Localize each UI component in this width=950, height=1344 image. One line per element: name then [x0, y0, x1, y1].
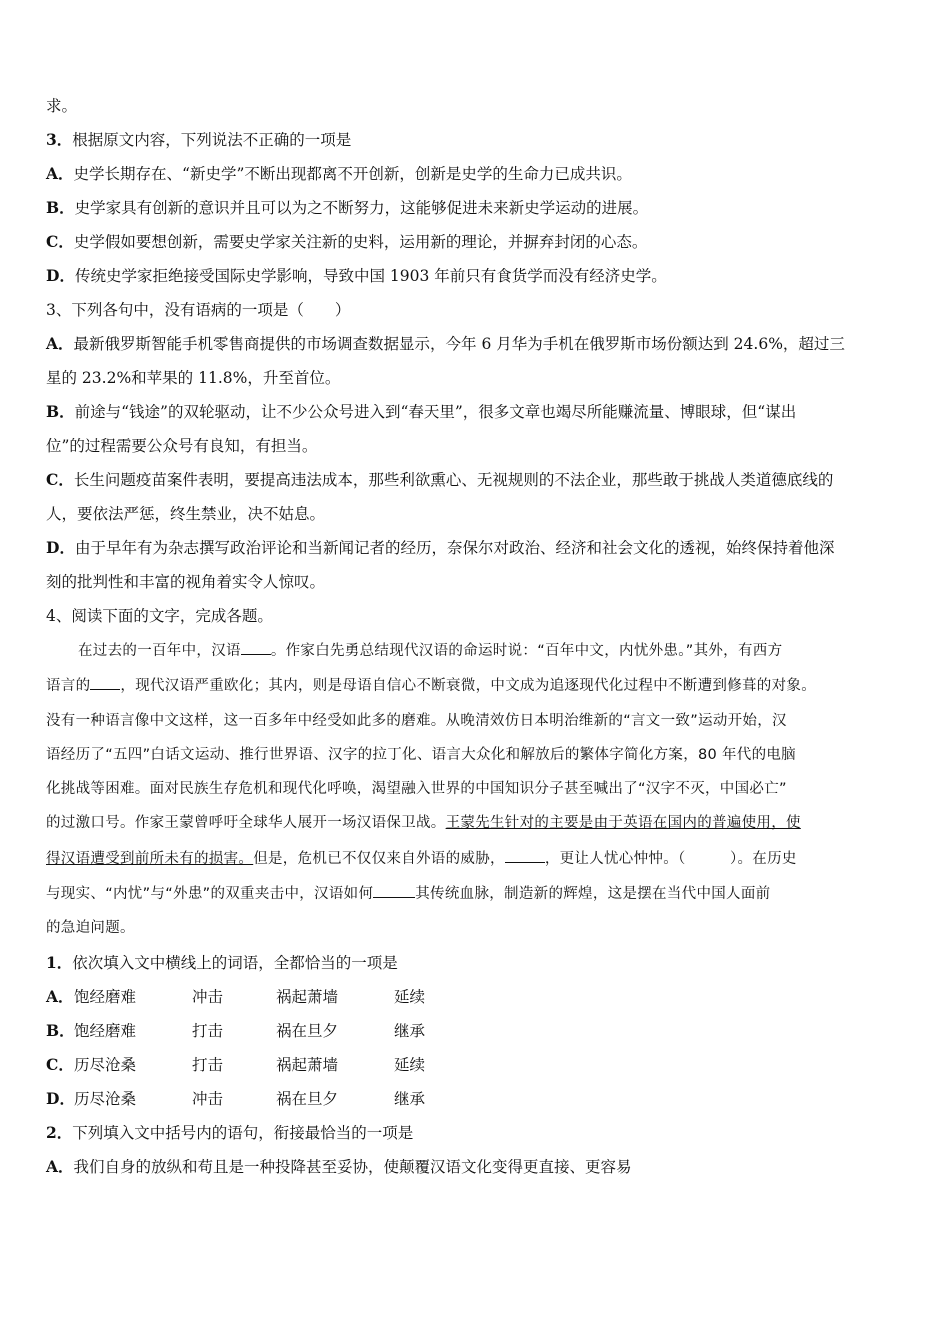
- fill-blank[interactable]: [241, 640, 271, 655]
- underlined-sentence: 王蒙先生针对的主要是由于英语在国内的普遍使用，使: [445, 815, 801, 832]
- passage-line: 化挑战等困难。面对民族生存危机和现代化呼唤，渴望融入世界的中国知识分子甚至喊出了“汉字不灭，中国必亡”: [46, 781, 787, 798]
- section-4-title: 4、阅读下面的文字，完成各题。: [46, 607, 273, 625]
- option-c: C． 历尽沧桑 打击 祸起萧墙 延续: [46, 1054, 426, 1074]
- passage-line: 语言的 ，现代汉语严重欧化；其内，则是母语自信心不断衰微，中文成为追逐现代化过程中不断遭到修葺的对象。: [46, 675, 908, 696]
- underlined-sentence: 得汉语遭受到前所未有的损害。: [46, 850, 254, 867]
- passage-line: 的急迫问题。: [46, 920, 135, 937]
- option-c-line2: 人，要依法严惩，终生禁业，决不姑息。: [46, 505, 326, 523]
- passage-line: 与现实、“内忧”与“外患”的双重夹击中，汉语如何 其传统血脉，制造新的辉煌，这是摆在当代中国人面前: [46, 883, 908, 904]
- fill-blank[interactable]: [90, 675, 120, 690]
- fill-blank[interactable]: [373, 883, 415, 898]
- text-line: 求。: [46, 97, 78, 115]
- fill-blank[interactable]: [505, 848, 545, 863]
- passage-line: 没有一种语言像中文这样，这一百多年中经受如此多的磨难。从晚清效仿日本明治维新的“言文一致”运动开始，汉: [46, 712, 787, 729]
- option-a: A． 饱经磨难 冲击 祸起萧墙 延续: [46, 986, 426, 1006]
- option-b: B． 饱经磨难 打击 祸在旦夕 继承: [46, 1020, 426, 1040]
- passage-line: 语经历了“五四”白话文运动、推行世界语、汉字的拉丁化、语言大众化和解放后的繁体字简化方案，80 年代的电脑: [46, 746, 796, 763]
- option-c: C．史学假如要想创新，需要史学家关注新的史料，运用新的理论，并摒弃封闭的心态。: [46, 232, 648, 251]
- option-c-line1: C．长生问题疫苗案件表明，要提高违法成本，那些利欲熏心、无视规则的不法企业，那些敢于挑战人类道德底线的: [46, 470, 834, 489]
- option-a: A．我们自身的放纵和苟且是一种投降甚至妥协，使颠覆汉语文化变得更直接、更容易: [46, 1156, 632, 1176]
- option-b-line2: 位”的过程需要公众号有良知，有担当。: [46, 437, 318, 455]
- option-a-line2: 星的 23.2%和苹果的 11.8%，升至首位。: [46, 369, 341, 387]
- document-page: [46, 96, 908, 1191]
- question-1-stem: 1．依次填入文中横线上的词语，全都恰当的一项是: [46, 952, 398, 972]
- option-d: D． 历尽沧桑 冲击 祸在旦夕 继承: [46, 1088, 426, 1108]
- question-3-stem: 3．根据原文内容，下列说法不正确的一项是: [46, 130, 352, 149]
- passage-line: 的过激口号。作家王蒙曾呼吁全球华人展开一场汉语保卫战。王蒙先生针对的主要是由于英语在国内的普遍使用，使: [46, 815, 801, 832]
- option-a: A．史学长期存在、“新史学”不断出现都离不开创新，创新是史学的生命力已成共识。: [46, 164, 632, 183]
- option-b-line1: B．前途与“钱途”的双轮驱动，让不少公众号进入到“春天里”，很多文章也竭尽所能赚流量、博眼球，但“谋出: [46, 402, 797, 421]
- option-d-line1: D．由于早年有为杂志撰写政治评论和当新闻记者的经历，奈保尔对政治、经济和社会文化的透视，始终保持着他深: [46, 538, 835, 557]
- option-d: D．传统史学家拒绝接受国际史学影响，导致中国 1903 年前只有食货学而没有经济史学。: [46, 266, 667, 285]
- section-3-title: 3、下列各句中，没有语病的一项是（ ）: [46, 301, 351, 319]
- option-d-line2: 刻的批判性和丰富的视角着实令人惊叹。: [46, 573, 326, 591]
- question-2-stem: 2．下列填入文中括号内的语句，衔接最恰当的一项是: [46, 1122, 414, 1142]
- option-a-line1: A．最新俄罗斯智能手机零售商提供的市场调查数据显示，今年 6 月华为手机在俄罗斯市场份额达到 24.6%，超过三: [46, 334, 845, 353]
- passage-line: 在过去的一百年中，汉语 。作家白先勇总结现代汉语的命运时说：“百年中文，内忧外患。”其外，有西方: [46, 640, 908, 661]
- option-b: B．史学家具有创新的意识并且可以为之不断努力，这能够促进未来新史学运动的进展。: [46, 198, 649, 217]
- passage-line: 得汉语遭受到前所未有的损害。但是，危机已不仅仅来自外语的威胁， ，更让人忧心忡忡。（ ）。在历史: [46, 848, 908, 869]
